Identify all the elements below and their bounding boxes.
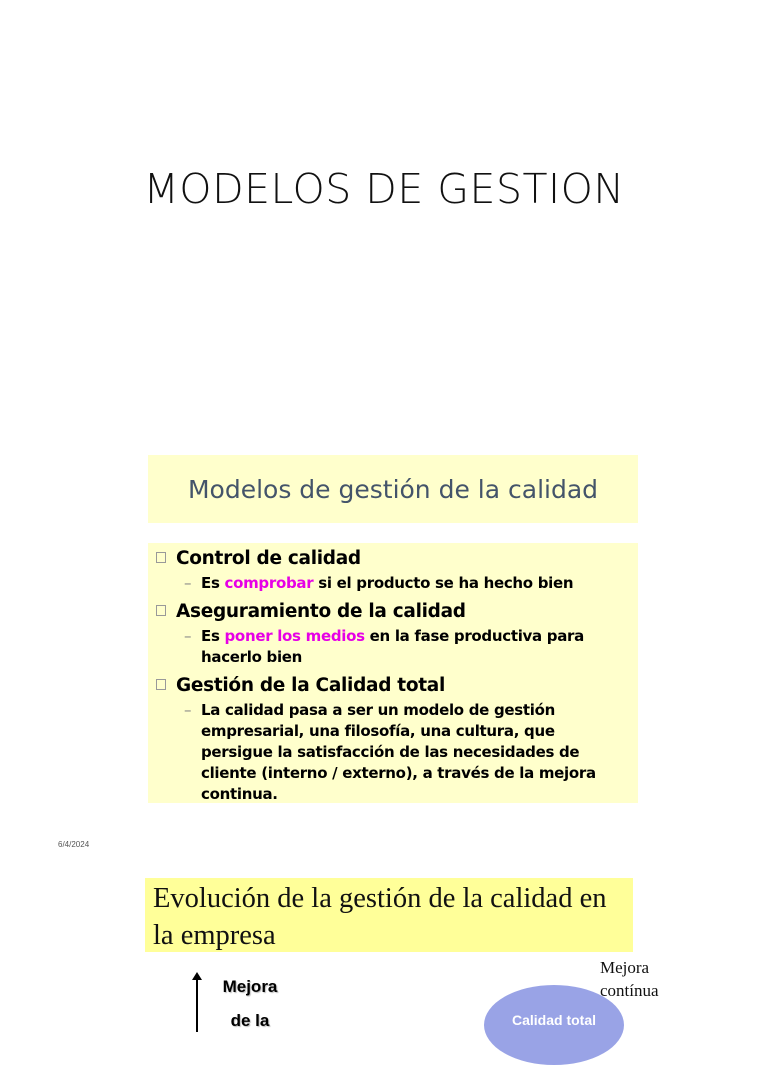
list-item [156, 674, 630, 805]
item-description: Es comprobar si el producto se ha hecho bien [201, 574, 574, 592]
list-item [156, 547, 630, 594]
dash-marker: – [184, 574, 192, 592]
bullet-list [148, 543, 638, 803]
axis-label-line: Mejora [222, 977, 278, 996]
item-label: Aseguramiento de la calidad [176, 601, 466, 622]
axis-label [205, 970, 295, 1038]
diagram-label [600, 956, 659, 1002]
item-label: Control de calidad [176, 548, 361, 569]
item-description: Es poner los medios en la fase productiva para hacerlo bien [201, 627, 584, 666]
slide-heading-text: Modelos de gestión de la calidad [187, 474, 599, 504]
dash-marker: – [184, 627, 192, 645]
dash-marker: – [184, 701, 192, 719]
highlight-text: poner los medios [224, 627, 365, 645]
item-description: La calidad pasa a ser un modelo de gestión empresarial, una filosofía, una cultura, que persigue la satisfacción de las necesidades de cliente (interno / externo), a través de la mejora continua. [201, 701, 596, 803]
list-item [156, 600, 630, 668]
slide-title: MODELOS DE GESTION [143, 165, 625, 213]
slide-heading: Evolución de la gestión de la calidad en la empresa [145, 878, 633, 952]
item-label: Gestión de la Calidad total [176, 675, 446, 696]
up-arrow-icon [190, 972, 204, 1032]
bullet-icon [156, 552, 166, 563]
bullet-icon [156, 605, 166, 616]
ellipse-label: Calidad total [511, 1012, 596, 1028]
axis-label-line: de la [230, 1011, 270, 1030]
slide-date: 6/4/2024 [58, 840, 90, 849]
diagram-label-line: contínua [600, 981, 659, 1000]
bullet-icon [156, 679, 166, 690]
diagram-label-line: Mejora [600, 958, 650, 977]
highlight-text: comprobar [224, 574, 314, 592]
slide-heading [148, 455, 638, 523]
